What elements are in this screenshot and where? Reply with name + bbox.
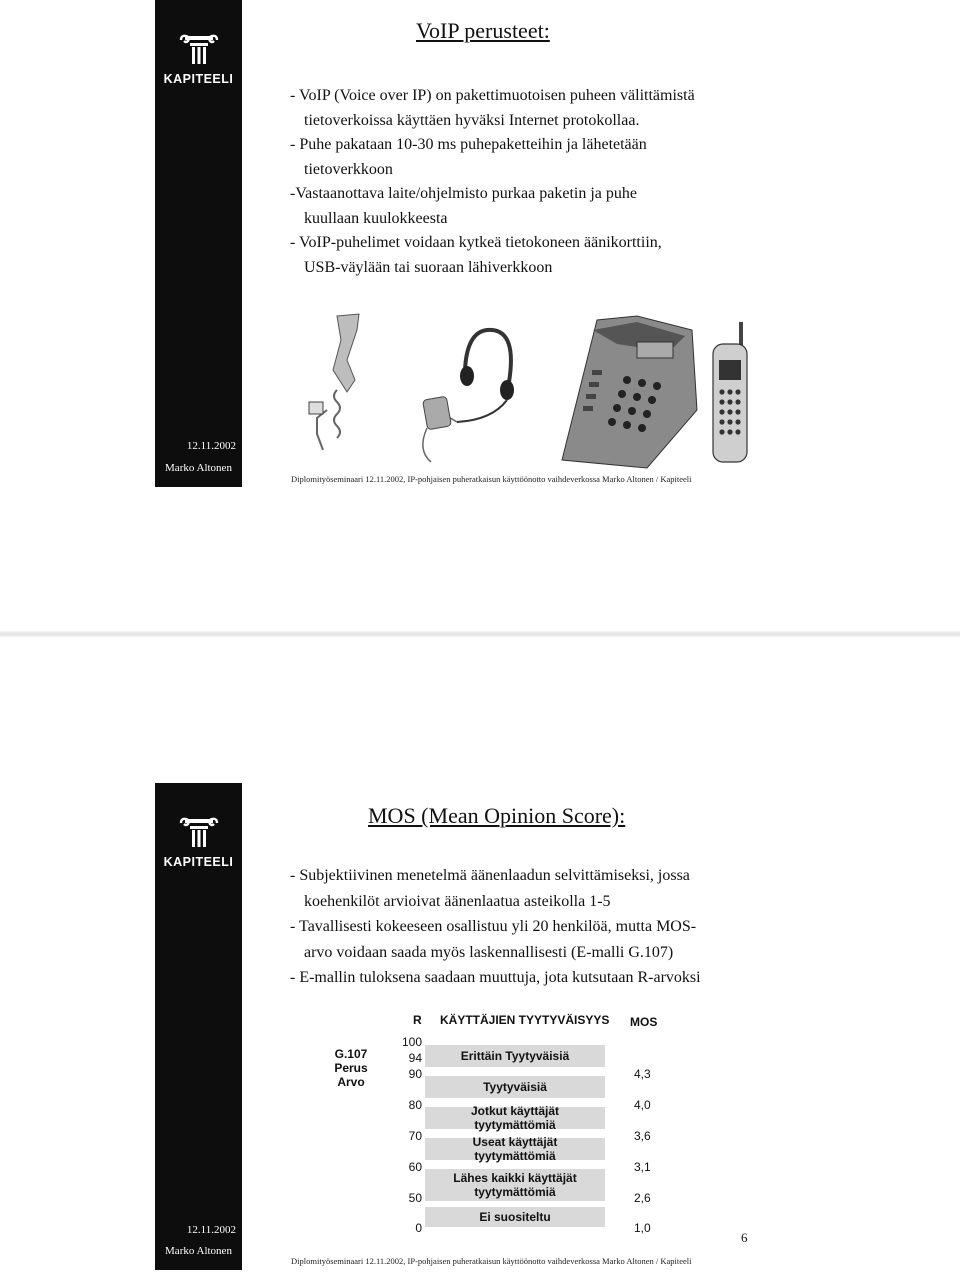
bullet-line: - E-mallin tuloksena saadaan muuttuja, jota kutsutaan R-arvoksi: [290, 969, 701, 986]
sidebar-author: Marko Altonen: [165, 1245, 232, 1257]
r-tick-label: 60: [408, 1160, 422, 1174]
sidebar: [155, 0, 242, 487]
g107-label-line: G.107: [334, 1047, 368, 1061]
bullet-line: koehenkilöt arvioivat äänenlaatua asteikolla 1-5: [304, 892, 611, 910]
sidebar: [155, 783, 242, 1270]
satisfaction-band: [425, 1045, 605, 1067]
voip-device-images: [297, 310, 757, 470]
r-tick-label: 50: [408, 1191, 422, 1205]
bullet-line: - Puhe pakataan 10-30 ms puhepaketteihin ja lähetetään: [290, 136, 647, 153]
slide-footer: Diplomityöseminaari 12.11.2002, IP-pohjaisen puheratkaisun käyttöönotto vaihdeverkossa Marko Altonen / Kapiteeli: [291, 1256, 692, 1266]
r-tick-label: 70: [408, 1129, 422, 1143]
usb-handset-icon: [309, 314, 359, 450]
bullet-line: -Vastaanottava laite/ohjelmisto purkaa paketin ja puhe: [290, 185, 637, 202]
bullet-list: [290, 84, 770, 280]
r-tick-label: 90: [408, 1067, 422, 1081]
column-capital-icon: [178, 34, 220, 68]
column-capital-icon: [178, 817, 220, 851]
chart-header-satisfaction: KÄYTTÄJIEN TYYTYVÄISYYS: [440, 1013, 610, 1027]
slide-voip-basics: [0, 0, 960, 500]
mos-tick-label: 3,1: [634, 1160, 651, 1174]
band-label: Lähes kaikki käyttäjät: [453, 1171, 577, 1185]
band-label: Ei suositeltu: [479, 1210, 551, 1224]
r-tick-label: 0: [415, 1221, 422, 1235]
bullet-line: USB-väylään tai suoraan lähiverkkoon: [304, 258, 553, 276]
band-label: Jotkut käyttäjät tyytymättömiä: [470, 1104, 560, 1132]
sidebar-author: Marko Altonen: [165, 462, 232, 474]
kapiteeli-logo: [155, 34, 242, 86]
mobile-phone-icon: [713, 322, 747, 462]
g107-label-line: Arvo: [337, 1075, 365, 1089]
bullet-line: arvo voidaan saada myös laskennallisesti (E-malli G.107): [304, 943, 674, 961]
satisfaction-band: [425, 1135, 605, 1163]
mos-tick-label: 1,0: [634, 1221, 651, 1235]
chart-header-mos: MOS: [630, 1015, 658, 1029]
sidebar-date: 12.11.2002: [186, 440, 236, 452]
r-tick-label: 100: [401, 1035, 422, 1049]
band-label: Useat käyttäjät tyytymättömiä: [472, 1135, 558, 1163]
logo-text: KAPITEELI: [163, 72, 234, 86]
r-tick-label: 80: [408, 1098, 422, 1112]
slide-mos: [0, 783, 960, 1272]
sidebar-date: 12.11.2002: [186, 1224, 236, 1236]
bullet-line: - VoIP-puhelimet voidaan kytkeä tietokoneen äänikorttiin,: [290, 234, 662, 251]
mos-tick-label: 2,6: [634, 1191, 651, 1205]
logo-text: KAPITEELI: [163, 855, 234, 869]
slide-title: VoIP perusteet:: [416, 18, 550, 43]
g107-base-value-label: [330, 1047, 372, 1089]
slide-title: MOS (Mean Opinion Score):: [368, 803, 626, 828]
g107-label-line: Perus: [334, 1061, 368, 1075]
mos-tick-label: 3,6: [634, 1129, 651, 1143]
chart-header-r: R: [413, 1013, 422, 1027]
bullet-line: tietoverkoissa käyttäen hyväksi Internet protokollaa.: [304, 111, 640, 129]
band-label: Tyytyväisiä: [483, 1080, 547, 1094]
satisfaction-band: [425, 1169, 605, 1201]
desk-phone-icon: [562, 316, 697, 468]
slide-footer: Diplomityöseminaari 12.11.2002, IP-pohjaisen puheratkaisun käyttöönotto vaihdeverkossa Marko Altonen / Kapiteeli: [291, 474, 692, 484]
satisfaction-band: [425, 1207, 605, 1227]
page-number: 6: [741, 1230, 748, 1245]
mos-tick-label: 4,3: [634, 1067, 651, 1081]
bullet-line: - Tavallisesti kokeeseen osallistuu yli 20 henkilöä, mutta MOS-: [290, 918, 697, 935]
mos-chart: [330, 1011, 670, 1247]
band-label: tyytymättömiä: [474, 1185, 556, 1199]
bullet-line: tietoverkkoon: [304, 160, 393, 178]
satisfaction-band: [425, 1104, 605, 1132]
page-divider: [0, 631, 960, 637]
headset-icon: [423, 330, 514, 462]
bullet-line: - VoIP (Voice over IP) on pakettimuotoisen puheen välittämistä: [290, 87, 695, 104]
r-tick-label: 94: [408, 1051, 422, 1065]
band-label: Erittäin Tyytyväisiä: [460, 1049, 570, 1063]
kapiteeli-logo: [155, 817, 242, 869]
satisfaction-band: [425, 1076, 605, 1098]
bullet-list: [290, 863, 770, 991]
mos-tick-label: 4,0: [634, 1098, 651, 1112]
bullet-line: - Subjektiivinen menetelmä äänenlaadun selvittämiseksi, jossa: [290, 867, 690, 884]
bullet-line: kuullaan kuulokkeesta: [304, 209, 448, 227]
